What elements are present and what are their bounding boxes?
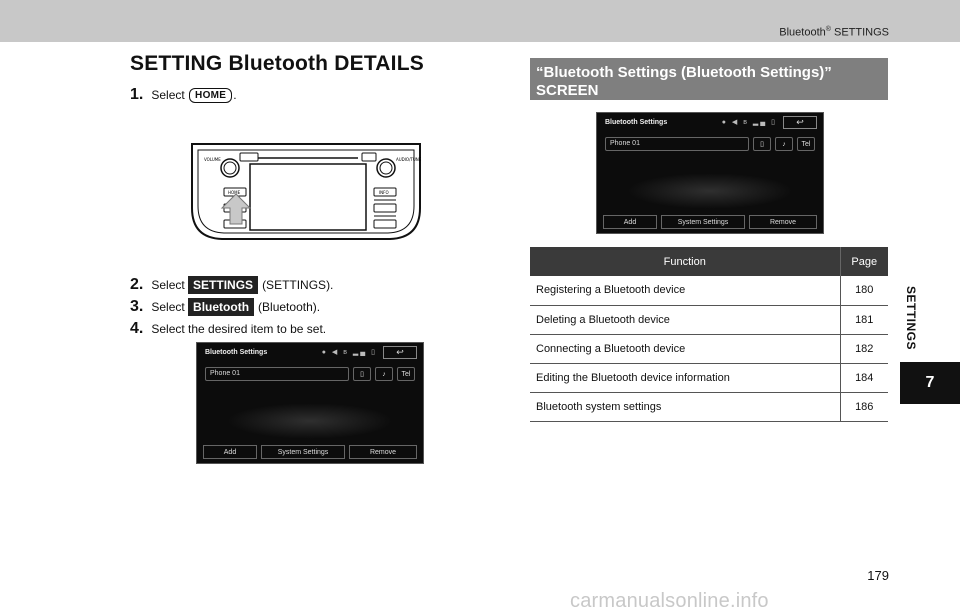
step-1: 1. Select HOME . xyxy=(130,86,237,103)
step-number: 2. xyxy=(130,276,144,293)
home-button-label: HOME xyxy=(228,190,241,195)
page-cell: 186 xyxy=(840,392,888,421)
function-cell: Connecting a Bluetooth device xyxy=(530,334,840,363)
function-table xyxy=(530,247,888,422)
table-row xyxy=(530,334,888,363)
screen-buttons xyxy=(203,445,417,459)
table-row xyxy=(530,392,888,421)
home-key: HOME xyxy=(189,88,232,103)
tel-icon[interactable]: Tel xyxy=(397,367,415,381)
bluetooth-key: Bluetooth xyxy=(188,298,254,316)
column-header-page: Page xyxy=(840,247,888,276)
screen-title: Bluetooth Settings xyxy=(205,349,268,356)
settings-key: SETTINGS xyxy=(188,276,258,294)
remove-button[interactable]: Remove xyxy=(749,215,817,229)
head-unit-illustration xyxy=(190,142,422,242)
back-button[interactable] xyxy=(383,346,417,359)
screen-glow xyxy=(627,173,793,209)
phone-icon[interactable]: ▯ xyxy=(353,367,371,381)
info-button-label: INFO xyxy=(379,190,389,195)
phone-device-button[interactable]: Phone 01 xyxy=(605,137,749,151)
chapter-tab-label: SETTINGS xyxy=(904,286,918,351)
status-icons: ● ◀ ʙ ▂▄ ▯ xyxy=(721,119,777,126)
page-number: 179 xyxy=(867,568,889,583)
function-cell: Bluetooth system settings xyxy=(530,392,840,421)
back-button[interactable] xyxy=(783,116,817,129)
step-3: 3. Select Bluetooth (Bluetooth). xyxy=(130,298,321,315)
step-number: 3. xyxy=(130,298,144,315)
header-title: Bluetooth® SETTINGS xyxy=(779,26,889,39)
tel-icon[interactable]: Tel xyxy=(797,137,815,151)
system-settings-button[interactable]: System Settings xyxy=(261,445,345,459)
add-button[interactable]: Add xyxy=(203,445,257,459)
table-header-row xyxy=(530,247,888,276)
page-cell: 182 xyxy=(840,334,888,363)
watermark: carmanualsonline.info xyxy=(570,590,769,611)
volume-label: VOLUME xyxy=(204,157,221,162)
page-cell: 180 xyxy=(840,276,888,305)
step-4: 4. Select the desired item to be set. xyxy=(130,320,327,337)
table-row xyxy=(530,363,888,392)
section-title: SETTING Bluetooth DETAILS xyxy=(130,52,424,75)
back-icon: ↩ xyxy=(396,347,404,357)
bluetooth-settings-screen-left xyxy=(196,342,424,464)
function-cell: Editing the Bluetooth device information xyxy=(530,363,840,392)
step-2: 2. Select SETTINGS (SETTINGS). xyxy=(130,276,334,293)
audio-tune-label: AUDIO/TUNE xyxy=(396,157,422,162)
function-cell: Registering a Bluetooth device xyxy=(530,276,840,305)
table-row xyxy=(530,305,888,334)
chapter-tab-number: 7 xyxy=(900,362,960,404)
table-row xyxy=(530,276,888,305)
step-number: 1. xyxy=(130,86,144,103)
phone-device-button[interactable]: Phone 01 xyxy=(205,367,349,381)
function-cell: Deleting a Bluetooth device xyxy=(530,305,840,334)
page-cell: 181 xyxy=(840,305,888,334)
step-number: 4. xyxy=(130,320,144,337)
column-header-function: Function xyxy=(530,247,840,276)
status-icons: ● ◀ ʙ ▂▄ ▯ xyxy=(321,349,377,356)
phone-icon[interactable]: ▯ xyxy=(753,137,771,151)
music-icon[interactable]: ♪ xyxy=(375,367,393,381)
screen-glow xyxy=(227,403,393,439)
page-cell: 184 xyxy=(840,363,888,392)
screen-buttons xyxy=(603,215,817,229)
music-icon[interactable]: ♪ xyxy=(775,137,793,151)
system-settings-button[interactable]: System Settings xyxy=(661,215,745,229)
add-button[interactable]: Add xyxy=(603,215,657,229)
back-icon: ↩ xyxy=(796,117,804,127)
remove-button[interactable]: Remove xyxy=(349,445,417,459)
bluetooth-settings-screen-right xyxy=(596,112,824,234)
screen-title: Bluetooth Settings xyxy=(605,119,668,126)
screen-section-header: “Bluetooth Settings (Bluetooth Settings)” SCREEN xyxy=(530,58,888,100)
